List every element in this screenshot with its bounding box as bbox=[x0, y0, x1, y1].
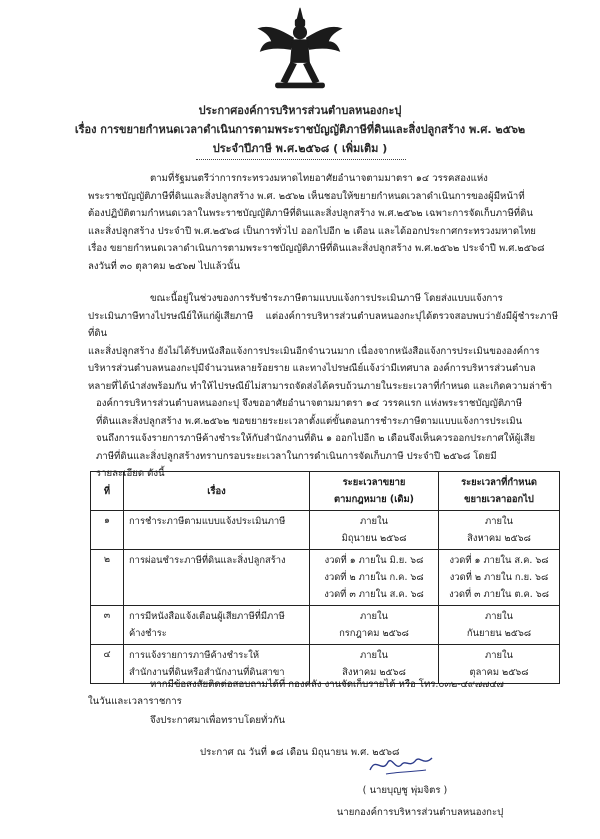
header-item: เรื่อง bbox=[124, 472, 310, 511]
row-item-line: ค้างชำระ bbox=[129, 628, 167, 639]
para2-line: รายละเอียด ดังนี้ bbox=[96, 468, 165, 479]
para2-line: บริหารส่วนตำบลหนองกะปุมีจำนวนหลายร้อยราย และทางไปรษณีย์แจ้งว่ามีเทศบาล องค์การบริหารส่วนตำบล bbox=[88, 363, 536, 374]
row-no: ๔ bbox=[91, 645, 124, 684]
table-header-row bbox=[91, 472, 560, 511]
signature-icon bbox=[366, 752, 436, 778]
contact-line: หากมีข้อสงสัยติดต่อสอบถามได้ที่ กองคลัง งานจัดเก็บรายได้ หรือ โทร.๐๓๒-๔๙๗๗๔๗ bbox=[150, 679, 504, 690]
para1-line: ตามที่รัฐมนตรีว่าการกระทรวงมหาดไทยอาศัยอำนาจตามมาตรา ๑๔ วรรคสองแห่ง bbox=[150, 173, 488, 184]
row-item-line: การผ่อนชำระภาษีที่ดินและสิ่งปลูกสร้าง bbox=[129, 555, 286, 566]
row-item bbox=[124, 606, 310, 645]
row-law-line: งวดที่ ๒ ภายใน ก.ค. ๖๘ bbox=[324, 572, 424, 583]
announcement-title: ประกาศองค์การบริหารส่วนตำบลหนองกะปุ bbox=[198, 104, 402, 117]
row-item-line: การชำระภาษีตามแบบแจ้งประเมินภาษี bbox=[129, 516, 286, 527]
table-row bbox=[91, 606, 560, 645]
row-item bbox=[124, 550, 310, 606]
contact-hours: ในวันและเวลาราชการ bbox=[88, 696, 182, 707]
row-law-line: กรกฎาคม ๒๕๖๘ bbox=[339, 628, 409, 639]
header-law bbox=[310, 472, 439, 511]
row-law bbox=[310, 606, 439, 645]
row-ext-line: งวดที่ ๑ ภายใน ส.ค. ๖๘ bbox=[449, 555, 549, 566]
row-law-line: มิถุนายน ๒๕๖๘ bbox=[341, 533, 407, 544]
row-ext-line: ภายใน bbox=[485, 516, 513, 527]
signer-title: นายกองค์การบริหารส่วนตำบลหนองกะปุ bbox=[336, 807, 504, 818]
para1-line: พระราชบัญญัติภาษีที่ดินและสิ่งปลูกสร้าง พ.ศ. ๒๕๖๒ เห็นชอบให้ขยายกำหนดเวลาดำเนินการของผู้มีหน้าที่ bbox=[88, 190, 525, 202]
para1-line: และสิ่งปลูกสร้าง ประจำปี พ.ศ.๒๕๖๘ เป็นการทั่วไป ออกไปอีก ๒ เดือน และได้ออกประกาศกระทรวงมหาดไทย bbox=[88, 225, 536, 237]
row-ext-line: งวดที่ ๒ ภายใน ก.ย. ๖๘ bbox=[449, 572, 549, 583]
paragraph-2 bbox=[88, 290, 558, 483]
row-ext-line: สิงหาคม ๒๕๖๘ bbox=[467, 533, 531, 544]
para2-line: ที่ดินและสิ่งปลูกสร้าง พ.ศ.๒๕๖๒ ขอขยายระยะเวลาตั้งแต่ขั้นตอนการชำระภาษีตามแบบแจ้งการประเมิน bbox=[96, 415, 523, 427]
table-row bbox=[91, 550, 560, 606]
row-ext bbox=[439, 606, 560, 645]
row-law-line: ภายใน bbox=[360, 611, 388, 622]
row-law-line: งวดที่ ๓ ภายใน ส.ค. ๖๘ bbox=[324, 589, 424, 600]
para2-line: และสิ่งปลูกสร้าง ยังไม่ได้รับหนังสือแจ้งการประเมินอีกจำนวนมาก เนื่องจากหนังสือแจ้งการประเมินขององค์การ bbox=[88, 345, 540, 357]
row-item-line: สำนักงานที่ดินหรือสำนักงานที่ดินสาขา bbox=[129, 667, 285, 678]
dotted-divider bbox=[196, 159, 406, 160]
row-ext bbox=[439, 511, 560, 550]
header-ext bbox=[439, 472, 560, 511]
row-law bbox=[310, 550, 439, 606]
row-law-line: สิงหาคม ๒๕๖๘ bbox=[342, 667, 406, 678]
header-law-line: ตามกฎหมาย (เดิม) bbox=[334, 494, 414, 505]
table-row bbox=[91, 511, 560, 550]
para1-line: ต้องปฏิบัติตามกำหนดเวลาในพระราชบัญญัติภาษีที่ดินและสิ่งปลูกสร้าง พ.ศ.๒๕๖๒ เฉพาะการจัดเก็บภาษีที่ดิน bbox=[88, 208, 533, 219]
row-law-line: ภายใน bbox=[360, 516, 388, 527]
row-ext-line: ตุลาคม ๒๕๖๘ bbox=[469, 667, 529, 678]
row-ext-line: กันยายน ๒๕๖๘ bbox=[466, 628, 532, 639]
row-ext-line: งวดที่ ๓ ภายใน ต.ค. ๖๘ bbox=[449, 589, 549, 600]
announcement-tax-year: ประจำปีภาษี พ.ศ.๒๕๖๘ ( เพิ่มเติม ) bbox=[212, 142, 388, 155]
para2-line: ประเมินภาษีทางไปรษณีย์ให้แก่ผู้เสียภาษี แต่องค์การบริหารส่วนตำบลหนองกะปุได้ตรวจสอบพบว่ายังมีผู้ชำระภาษีที่ดิน bbox=[88, 310, 558, 339]
row-ext-line: ภายใน bbox=[485, 650, 513, 661]
header-no: ที่ bbox=[91, 472, 124, 511]
row-item-line: การแจ้งรายการภาษีค้างชำระให้ bbox=[129, 650, 260, 661]
schedule-table bbox=[90, 471, 560, 684]
row-item-line: การมีหนังสือแจ้งเตือนผู้เสียภาษีที่มีภาษี bbox=[129, 611, 285, 622]
row-law-line: ภายใน bbox=[360, 650, 388, 661]
row-no: ๒ bbox=[91, 550, 124, 606]
announce-line: จึงประกาศมาเพื่อทราบโดยทั่วกัน bbox=[150, 715, 286, 726]
row-no: ๓ bbox=[91, 606, 124, 645]
announce-date: ประกาศ ณ วันที่ ๑๘ เดือน มิถุนายน พ.ศ. ๒๕๖๘ bbox=[200, 747, 400, 758]
announcement-subject: เรื่อง การขยายกำหนดเวลาดำเนินการตามพระราชบัญญัติภาษีที่ดินและสิ่งปลูกสร้าง พ.ศ. ๒๕๖๒ bbox=[74, 123, 526, 136]
para2-line: หลายที่ได้นำส่งพร้อมกัน ทำให้ไปรษณีย์ไม่สามารถจัดส่งได้ครบถ้วนภายในระยะเวลาที่กำหนด และเกิดความล่าช้า bbox=[88, 380, 553, 392]
header-ext-line: ขยายเวลาออกไป bbox=[464, 494, 534, 505]
row-law-line: งวดที่ ๑ ภายใน มิ.ย. ๖๘ bbox=[324, 555, 424, 566]
paragraph-1 bbox=[88, 170, 558, 275]
row-ext-line: ภายใน bbox=[485, 611, 513, 622]
para2-line: จนถึงการแจ้งรายการภาษีค้างชำระให้กับสำนักงานที่ดิน ๑ ออกไปอีก ๒ เดือนจึงเห็นควรออกประกาศให้ผู้เสีย bbox=[96, 433, 536, 444]
para2-line: ภาษีที่ดินและสิ่งปลูกสร้างทราบกรอบระยะเวลาในการดำเนินการจัดเก็บภาษี ประจำปี ๒๕๖๘ โดยมี bbox=[96, 450, 497, 462]
row-no: ๑ bbox=[91, 511, 124, 550]
para1-line: ลงวันที่ ๓๐ ตุลาคม ๒๕๖๗ ไปแล้วนั้น bbox=[88, 260, 241, 272]
header-ext-line: ระยะเวลาที่กำหนด bbox=[461, 477, 537, 488]
para2-line: ขณะนี้อยู่ในช่วงของการรับชำระภาษีตามแบบแจ้งการประเมินภาษี โดยส่งแบบแจ้งการ bbox=[150, 293, 503, 304]
signer-name: ( นายบุญชู พุ่มจิตร ) bbox=[362, 785, 448, 796]
row-item bbox=[124, 511, 310, 550]
para2-line: องค์การบริหารส่วนตำบลหนองกะปุ จึงขออาศัยอำนาจตามมาตรา ๑๔ วรรคแรก แห่งพระราชบัญญัติภาษี bbox=[96, 398, 523, 409]
row-law bbox=[310, 511, 439, 550]
garuda-emblem-icon bbox=[253, 6, 347, 100]
header-law-line: ระยะเวลาขยาย bbox=[342, 477, 406, 488]
row-ext bbox=[439, 550, 560, 606]
para1-line: เรื่อง ขยายกำหนดเวลาดำเนินการตามพระราชบัญญัติภาษีที่ดินและสิ่งปลูกสร้าง พ.ศ.๒๕๖๒ ประจำปี พ.ศ.๒๕๖๘ bbox=[88, 243, 545, 254]
